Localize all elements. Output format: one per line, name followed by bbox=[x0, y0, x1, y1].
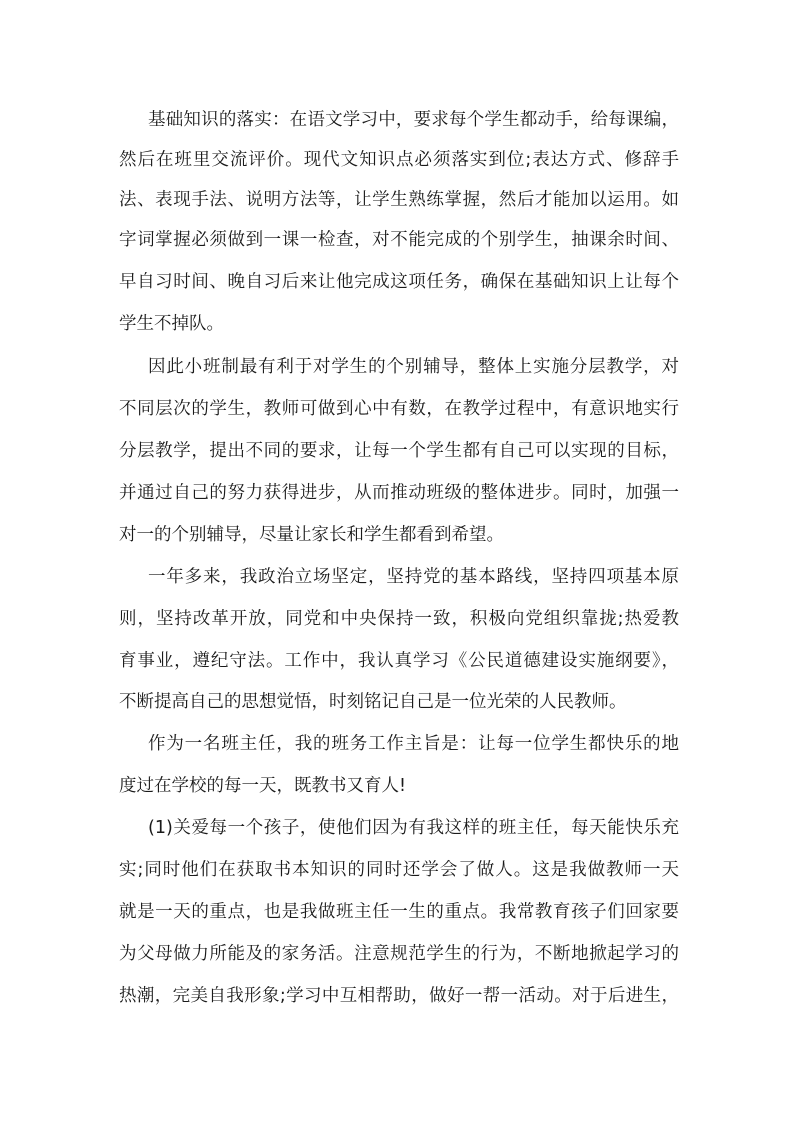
text-line: 并通过自己的努力获得进步，从而推动班级的整体进步。同时，加强一 bbox=[119, 483, 679, 503]
text-line: 不同层次的学生，教师可做到心中有数，在教学过程中，有意识地实行 bbox=[119, 399, 679, 419]
text-line: 不断提高自己的思想觉悟，时刻铭记自己是一位光荣的人民教师。 bbox=[119, 692, 627, 712]
text-line: 育事业，遵纪守法。工作中，我认真学习《公民道德建设实施纲要》， bbox=[119, 651, 679, 671]
text-line: 就是一天的重点，也是我做班主任一生的重点。我常教育孩子们回家要 bbox=[119, 902, 679, 922]
text-line: 度过在学校的每一天，既教书又育人! bbox=[119, 776, 407, 796]
text-line: 分层教学，提出不同的要求，让每一个学生都有自己可以实现的目标， bbox=[119, 441, 679, 461]
text-line: 早自习时间、晚自习后来让他完成这项任务，确保在基础知识上让每个 bbox=[119, 272, 679, 292]
text-line: 因此小班制最有利于对学生的个别辅导，整体上实施分层教学，对 bbox=[148, 357, 679, 377]
text-line: (1)关爱每一个孩子，使他们因为有我这样的班主任，每天能快乐充 bbox=[148, 818, 679, 838]
text-line: 则，坚持改革开放，同党和中央保持一致，积极向党组织靠拢;热爱教 bbox=[119, 609, 679, 629]
text-line: 字词掌握必须做到一课一检查，对不能完成的个别学生，抽课余时间、 bbox=[119, 230, 679, 250]
text-line: 对一的个别辅导，尽量让家长和学生都看到希望。 bbox=[119, 525, 504, 545]
text-line: 然后在班里交流评价。现代文知识点必须落实到位;表达方式、修辞手 bbox=[119, 150, 679, 170]
text-line: 学生不掉队。 bbox=[119, 314, 224, 334]
text-line: 法、表现手法、说明方法等，让学生熟练掌握，然后才能加以运用。如 bbox=[119, 190, 679, 210]
text-line: 作为一名班主任，我的班务工作主旨是：让每一位学生都快乐的地 bbox=[148, 734, 679, 754]
text-line: 热潮，完美自我形象;学习中互相帮助，做好一帮一活动。对于后进生， bbox=[119, 986, 679, 1006]
text-line: 基础知识的落实：在语文学习中，要求每个学生都动手，给每课编， bbox=[148, 110, 679, 130]
text-line: 为父母做力所能及的家务活。注意规范学生的行为，不断地掀起学习的 bbox=[119, 944, 679, 964]
text-line: 一年多来，我政治立场坚定，坚持党的基本路线，坚持四项基本原 bbox=[148, 567, 679, 587]
text-line: 实;同时他们在获取书本知识的同时还学会了做人。这是我做教师一天 bbox=[119, 860, 679, 880]
